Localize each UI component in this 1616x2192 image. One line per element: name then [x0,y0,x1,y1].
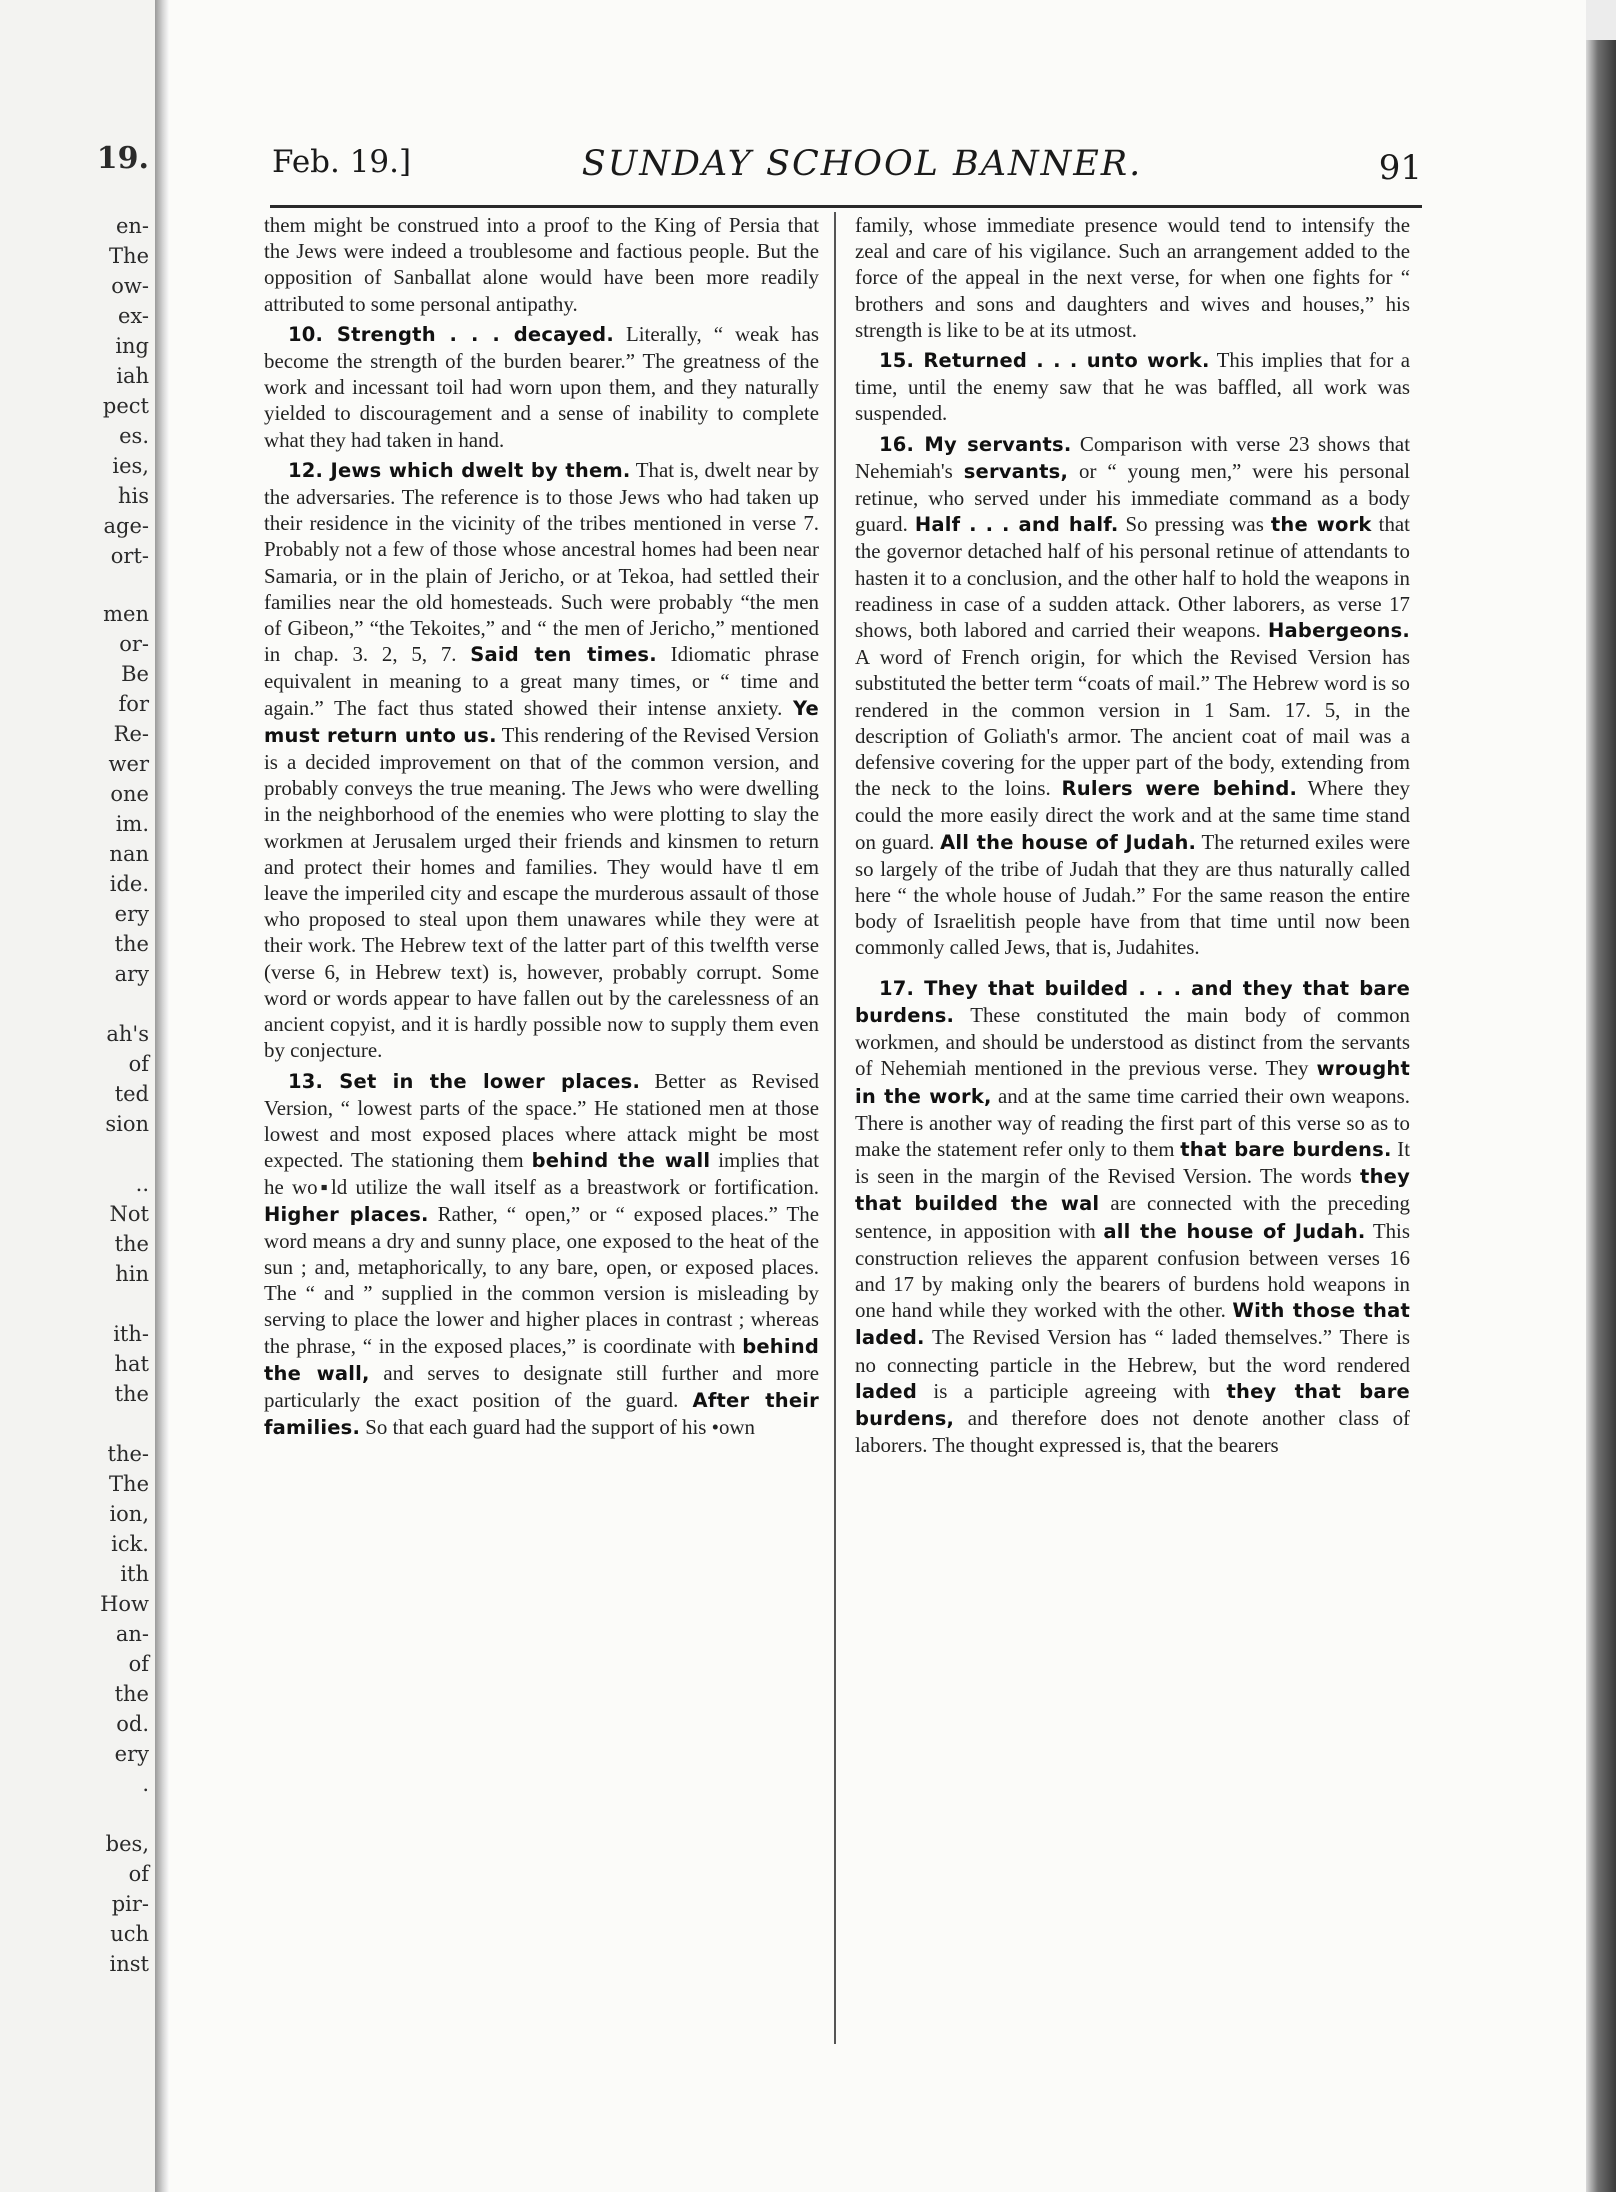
previous-page-fragment: es. [119,424,149,448]
bold-lemma: behind the wall, [264,1334,819,1385]
bold-lemma: servants, [963,459,1069,483]
previous-page-fragment: ery [114,1742,149,1766]
previous-page-fragment: ies, [112,454,149,478]
previous-page-fragment: ted [114,1082,149,1106]
commentary-text: are connected with the preceding sentence, in apposition with [855,1191,1410,1243]
previous-page-fragment: ith- [113,1322,149,1346]
paragraph [855,431,1410,961]
commentary-text: So that each guard had the support of his •own [360,1415,755,1440]
previous-page-fragment: 19. [96,141,149,176]
bold-lemma: 15. Returned . . . unto work. [879,349,1210,373]
previous-page-fragment: inst [109,1952,149,1976]
previous-page-fragment: ing [115,334,149,358]
previous-page-fragment: hin [115,1262,149,1286]
page-number: 91 [1378,148,1422,188]
previous-page-fragment: im. [115,812,149,836]
previous-page-fragment: Be [121,662,149,686]
bold-lemma: they that builded the wal [855,1165,1410,1216]
bold-lemma: that bare burdens. [1180,1137,1392,1161]
bold-lemma: Said ten times. [470,643,657,667]
paragraph [264,457,819,1064]
previous-page-fragment: the- [107,1442,149,1466]
bold-lemma: Ye must return unto us. [264,696,819,747]
paragraph [264,321,819,453]
paragraph [264,1068,819,1442]
previous-page-fragment: ick. [111,1532,149,1556]
commentary-text: implies that he wo▪ld utilize the wall itself as a breastwork or fortification. [264,1148,820,1200]
previous-page-fragment: ort- [110,544,149,568]
previous-page-fragment: iah [116,364,149,388]
previous-page-fragment: or- [119,632,149,656]
bold-lemma: 16. My servants. [879,432,1072,456]
previous-page-fragment: men [103,602,149,626]
commentary-text: and at the same time carried their own weapons. There is another way of reading the first part of this verse so as to make the statement refer only to them [855,1083,1410,1161]
previous-page-fragment: hat [114,1352,149,1376]
bold-lemma: 10. Strength . . . decayed. [288,322,614,346]
bold-lemma: they that bare burdens, [855,1379,1410,1430]
previous-page-fragment: the [114,932,149,956]
previous-page-fragment: pir- [111,1892,149,1916]
bold-lemma: laded [855,1379,917,1403]
left-column [264,212,819,1445]
commentary-text: them might be construed into a proof to the King of Persia that the Jews were indeed a troublesome and factious people. But the opposition of Sanballat alone would have been more readily attributed to some personal antipathy. [264,213,819,316]
bold-lemma: all the house of Judah. [1103,1219,1366,1243]
previous-page-fragment: ary [114,962,149,986]
previous-page-fragment: of [128,1052,149,1076]
bold-lemma: Half . . . and half. [914,513,1119,537]
commentary-text: or “ young men,” were his personal retinue, who served under his immediate command as a body guard. [855,458,1410,537]
commentary-text: Literally, “ weak has become the strength of the burden bearer.” The greatness of the work and incessant toil had worn upon them, and they naturally yielded to discouragement and a sense of inability to complete what they had taken in hand. [264,321,819,452]
commentary-text: This rendering of the Revised Version is a decided improvement on that of the common version, and probably conveys the true meaning. The Jews who were dwelling in the neighborhood of the enemies who were plotting to slay the workmen at Jerusalem urged their friends and kinsmen to return and protect their homes and families. They would have tl em leave the imperiled city and escape the murderous assault of those who proposed to steal upon them unawares while they were at their work. The Hebrew text of the latter part of this twelfth verse (verse 6, in Hebrew text) is, however, probably corrupt. Some word or words appear to have fallen out by the carelessness of an ancient copyist, and it is hardly possible now to supply them even by conjecture. [264,722,819,1063]
previous-page-fragment: . [142,1772,149,1796]
previous-page-fragment: Not [109,1202,149,1226]
previous-page-fragment: of [128,1862,149,1886]
header-title: SUNDAY SCHOOL BANNER. [581,144,1143,184]
previous-page-fragment: the [114,1382,149,1406]
previous-page-fragment: ow- [111,274,149,298]
previous-page-fragment: sion [105,1112,149,1136]
bold-lemma: the work [1270,513,1372,537]
commentary-text: So pressing was [1118,512,1271,537]
commentary-text: That is, dwelt near by the adversaries. The reference is to those Jews who had taken up their residence in the vicinity of the tribes mentioned in verse 7. Probably not a few of those whose ancestral homes had been near Samaria, or in the plain of Jericho, or at Tekoa, had settled their families near the old homesteads. Such were probably “the men of Gibeon,” “the Tekoites,” and “ the men of Jericho,” mentioned in chap. 3. 2, 5, 7. [264,457,819,667]
previous-page-fragment: an- [115,1622,149,1646]
previous-page-fragment: How [100,1592,149,1616]
commentary-text: This construction relieves the apparent confusion between verses 16 and 17 by making only the bearers of burdens hold weapons in one hand while they worked with the other. [855,1218,1410,1323]
bold-lemma: All the house of Judah. [940,830,1197,854]
previous-page-fragment: age- [103,514,149,538]
running-header [272,144,1422,194]
previous-page-fragment: ery [114,902,149,926]
book-gutter [155,0,169,2192]
previous-page-fragment: for [118,692,149,716]
commentary-text: These constituted the main body of common workmen, and should be understood as distinct from the servants of Nehemiah mentioned in the previous verse. They [855,1002,1410,1081]
bold-lemma: With those that laded. [855,1299,1410,1350]
commentary-text: that the governor detached half of his personal retinue of attendants to hasten it to a conclusion, and the other half to hold the weapons in readiness in case of a sudden attack. Other laborers, as verse 17 shows, both labored and carried their weapons. [855,512,1410,643]
previous-page-fragment: the [114,1232,149,1256]
column-separator [834,212,836,2044]
book-edge-shadow [1586,40,1616,2192]
previous-page-fragment: od. [116,1712,149,1736]
bold-lemma: Habergeons. [1268,619,1410,643]
commentary-text: Comparison with verse 23 shows that Nehemiah's [855,431,1410,483]
previous-page-fragment: pect [102,394,149,418]
previous-page-edge [0,0,155,2192]
commentary-text: This implies that for a time, until the enemy saw that he was baffled, all work was suspended. [855,348,1410,426]
commentary-text: Idiomatic phrase equivalent in meaning to a great many times, or “ time and again.” The fact thus stated showed their intense anxiety. [264,642,819,720]
previous-page-fragment: Re- [113,722,149,746]
previous-page-fragment: bes, [105,1832,149,1856]
paragraph [264,212,819,317]
previous-page-fragment: en- [115,214,149,238]
commentary-text: Better as Revised Version, “ lowest parts of the space.” He stationed men at those lowest and most exposed places where attack might be most expected. The stationing them [264,1068,819,1173]
header-date: Feb. 19.] [272,144,412,180]
previous-page-fragment: .. [135,1172,149,1196]
previous-page-fragment: his [117,484,149,508]
previous-page-fragment: ah's [106,1022,149,1046]
previous-page-fragment: one [110,782,149,806]
commentary-text: A word of French origin, for which the Revised Version has substituted the better term “coats of mail.” The Hebrew word is so rendered in the common version in 1 Sam. 17. 5, in the description of Goliath's armor. The ancient coat of mail was a defensive covering for the upper part of the body, extending from the neck to the loins. [855,645,1410,801]
previous-page-fragment: The [109,1472,149,1496]
bold-lemma: After their families. [264,1388,819,1440]
header-rule [270,205,1422,208]
commentary-text: It is seen in the margin of the Revised Version. The words [855,1136,1411,1189]
bold-lemma: Higher places. [264,1202,429,1226]
paragraph [855,347,1410,427]
right-column [855,212,1410,1462]
previous-page-fragment: uch [110,1922,149,1946]
commentary-text: and serves to designate still further and more particularly the exact position of the guard. [264,1360,819,1412]
bold-lemma: 17. They that builded . . . and they that bare burdens. [855,976,1410,1027]
previous-page-fragment: nan [109,842,149,866]
commentary-text: The Revised Version has “ laded themselves.” There is no connecting particle in the Hebrew, but the word rendered [855,1325,1410,1377]
commentary-text: The returned exiles were so largely of the tribe of Judah that they are thus naturally called here “ the whole house of Judah.” For the same reason the entire body of Israelitish people have from that time until now been commonly called Jews, that is, Judahites. [855,829,1411,960]
previous-page-fragment: ex- [118,304,149,328]
paragraph [855,212,1410,343]
previous-page-fragment: the [114,1682,149,1706]
commentary-text: is a participle agreeing with [917,1378,1227,1403]
paragraph [855,975,1410,1459]
previous-page-fragment: The [109,244,149,268]
previous-page-fragment: ide. [109,872,149,896]
bold-lemma: 12. Jews which dwelt by them. [288,458,631,482]
previous-page-fragment: of [128,1652,149,1676]
bold-lemma: 13. Set in the lower places. [288,1069,641,1093]
bold-lemma: wrought in the work, [855,1057,1410,1108]
commentary-text: Where they could the more easily direct the work and at the same time stand on guard. [855,776,1410,854]
previous-page-fragment: ith [120,1562,149,1586]
bold-lemma: behind the wall [531,1149,711,1173]
previous-page-fragment: wer [108,752,149,776]
commentary-text: family, whose immediate presence would tend to intensify the zeal and care of his vigilance. Such an arrangement added to the force of the appeal in the next verse, for when one fights for “ brothers and sons and daughters and wives and houses,” his strength is like to be at its utmost. [855,213,1410,342]
commentary-text: and therefore does not denote another class of laborers. The thought expressed is, that the bearers [855,1405,1410,1458]
bold-lemma: Rulers were behind. [1061,777,1298,801]
commentary-text: Rather, “ open,” or “ exposed places.” The word means a dry and sunny place, one exposed to the heat of the sun ; and, metaphorically, to any bare, open, or exposed places. The “ and ” supplied in the common version is misleading by serving to place the lower and higher places in contrast ; whereas the phrase, “ in the exposed places,” is coordinate with [264,1201,819,1358]
previous-page-fragment: ion, [109,1502,149,1526]
